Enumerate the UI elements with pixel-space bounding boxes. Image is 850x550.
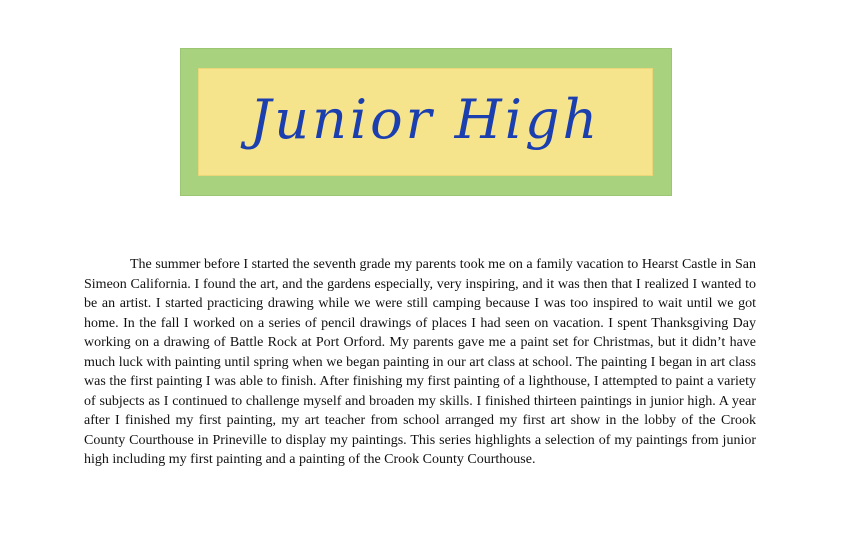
body-paragraph: The summer before I started the seventh grade my parents took me on a family vacation to Hearst Castle in San Simeon California. I found the art, and the gardens especially, very inspiring, and it was then that I realized I wanted to be an artist. I started practicing drawing while we were still camping because I was too inspired to wait until we got home. In the fall I worked on a series of pencil drawings of places I had seen on vacation. I spent Thanksgiving Day working on a drawing of Battle Rock at Port Orford. My parents gave me a paint set for Christmas, but it didn’t have much luck with painting until spring when we began painting in our art class at school. The painting I began in art class was the first painting I was able to finish. After finishing my first painting of a lighthouse, I attempted to paint a variety of subjects as I continued to challenge myself and broaden my skills. I finished thirteen paintings in junior high. A year after I finished my first painting, my art teacher from school arranged my first art show in the lobby of the Crook County Courthouse in Prineville to display my paintings. This series highlights a selection of my paintings from junior high including my first painting and a painting of the Crook County Courthouse. bbox=[84, 257, 756, 467]
page-title: Junior High bbox=[249, 88, 601, 151]
title-card bbox=[198, 68, 653, 176]
